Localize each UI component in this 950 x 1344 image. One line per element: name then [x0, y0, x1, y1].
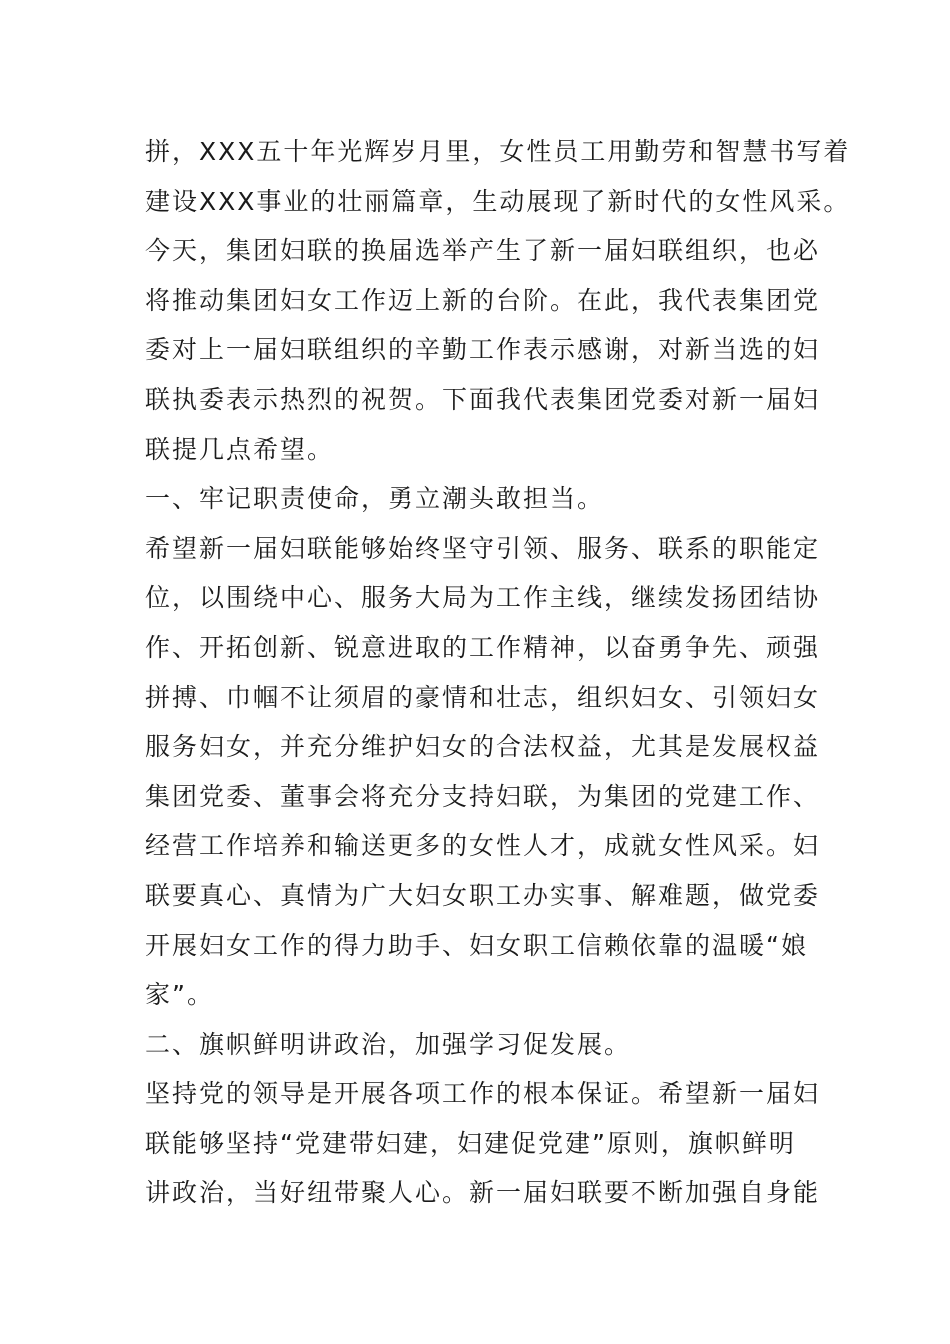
text-line: 联能够坚持“党建带妇建，妇建促党建”原则，旗帜鲜明 — [145, 1128, 796, 1158]
text-line: 家”。 — [145, 980, 214, 1010]
text-line: 拼，XXX五十年光辉岁月里，女性员工用勤劳和智慧书写着 — [145, 137, 851, 166]
document-body — [145, 127, 851, 1218]
text-line: 委对上一届妇联组织的辛勤工作表示感谢，对新当选的妇 — [145, 335, 821, 365]
text-line: 联执委表示热烈的祝贺。下面我代表集团党委对新一届妇 — [145, 384, 821, 414]
text-line: 坚持党的领导是开展各项工作的根本保证。希望新一届妇 — [145, 1079, 821, 1109]
text-line: 位，以围绕中心、服务大局为工作主线，继续发扬团结协 — [145, 583, 821, 613]
text-line: 联要真心、真情为广大妇女职工办实事、解难题，做党委 — [145, 880, 821, 910]
text-line: 希望新一届妇联能够始终坚守引领、服务、联系的职能定 — [145, 533, 821, 563]
text-line: 开展妇女工作的得力助手、妇女职工信赖依靠的温暖“娘 — [145, 930, 808, 960]
text-line: 建设XXX事业的壮丽篇章，生动展现了新时代的女性风采。 — [145, 186, 851, 216]
text-line: 今天，集团妇联的换届选举产生了新一届妇联组织，也必 — [145, 236, 821, 266]
text-line: 将推动集团妇女工作迈上新的台阶。在此，我代表集团党 — [145, 285, 821, 315]
text-line: 作、开拓创新、锐意进取的工作精神，以奋勇争先、顽强 — [145, 632, 821, 662]
text-line: 讲政治，当好纽带聚人心。新一届妇联要不断加强自身能 — [145, 1178, 821, 1208]
text-line: 拼搏、巾帼不让须眉的豪情和壮志，组织妇女、引领妇女 — [145, 682, 821, 712]
text-line: 经营工作培养和输送更多的女性人才，成就女性风采。妇 — [145, 831, 821, 861]
text-line: 集团党委、董事会将充分支持妇联，为集团的党建工作、 — [145, 781, 821, 811]
section-heading: 一、牢记职责使命，勇立潮头敢担当。 — [145, 484, 605, 514]
text-line: 联提几点希望。 — [145, 434, 335, 464]
section-heading: 二、旗帜鲜明讲政治，加强学习促发展。 — [145, 1029, 632, 1059]
text-line: 服务妇女，并充分维护妇女的合法权益，尤其是发展权益 — [145, 732, 821, 762]
